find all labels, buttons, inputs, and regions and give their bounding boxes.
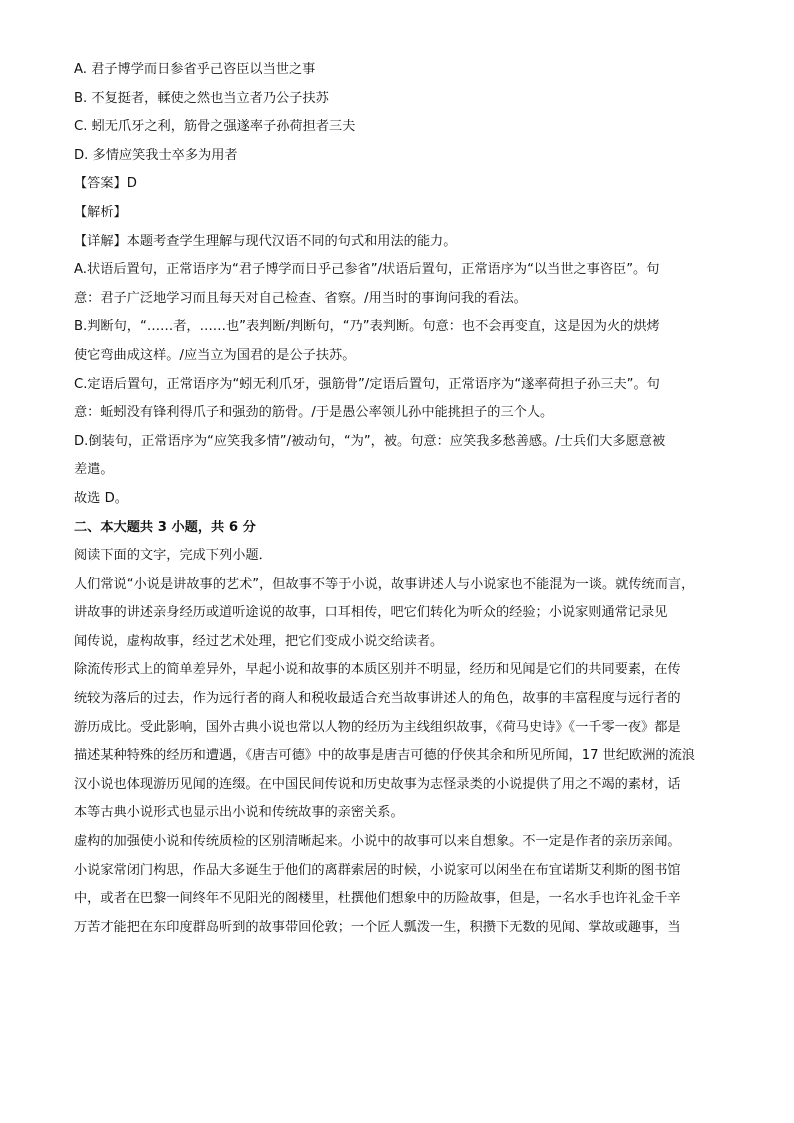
passage-line: 统较为落后的过去，作为远行者的商人和税收最适合充当故事讲述人的角色，故事的丰富程度与远行者的 [74,691,681,707]
explanation-line: 使它弯曲成这样。/应当立为国君的是公子扶苏。 [74,347,356,363]
conclusion-line: 故选 D。 [74,490,128,506]
passage-line: 虚构的加强使小说和传统质检的区别清晰起来。小说中的故事可以来自想象。不一定是作者的亲历亲闻。 [74,834,681,850]
explanation-line: C.定语后置句，正常语序为“蚓无利爪牙，强筋骨”/定语后置句，正常语序为“遂率荷担子孙三夫”。句 [74,376,660,392]
explanation-line: 意：蚯蚓没有锋利得爪子和强劲的筋骨。/于是愚公率领儿孙中能挑担子的三个人。 [74,405,554,421]
passage-line: 人们常说“小说是讲故事的艺术”，但故事不等于小说，故事讲述人与小说家也不能混为一谈。就传统而言， [74,576,695,592]
option-d: D. 多情应笑我士卒多为用者 [74,147,238,163]
passage-line: 中，或者在巴黎一间终年不见阳光的阁楼里，杜撰他们想象中的历险故事，但是，一名水手也许礼金千辛 [74,891,681,907]
detail-line: 【详解】本题考查学生理解与现代汉语不同的句式和用法的能力。 [74,233,457,249]
option-b: B. 不复挺者，輮使之然也当立者乃公子扶苏 [74,90,329,106]
option-c: C. 蚓无爪牙之利，筋骨之强遂率子孙荷担者三夫 [74,119,356,135]
explanation-line: 差遣。 [74,462,114,478]
passage-line: 闻传说，虚构故事，经过艺术处理，把它们变成小说交给读者。 [74,633,444,649]
analysis-label: 【解析】 [74,204,127,220]
section-heading: 二、本大题共 3 小题，共 6 分 [74,519,256,535]
passage-line: 本等古典小说形式也显示出小说和传统故事的亲密关系。 [74,805,404,821]
explanation-line: 意：君子广泛地学习而且每天对自己检查、省察。/用当时的事询问我的看法。 [74,290,527,306]
instruction-line: 阅读下面的文字，完成下列小题． [74,548,272,564]
explanation-line: D.倒装句，正常语序为“应笑我多情”/被动句，“为”，被。句意：应笑我多愁善感。/士兵们大多愿意被 [74,433,666,449]
option-a: A. 君子博学而日参省乎己咨臣以当世之事 [74,62,316,77]
explanation-line: A.状语后置句，正常语序为“君子博学而日乎己参省”/状语后置句，正常语序为“以当世之事咨臣”。句 [74,262,660,278]
answer-line: 【答案】D [74,176,137,192]
explanation-line: B.判断句，“……者，……也”表判断/判断句，“乃”表判断。句意：也不会再变直，这是因为火的烘烤 [74,319,660,335]
passage-line: 游历成比。受此影响，国外古典小说也常以人物的经历为主线组织故事，《荷马史诗》《一千零一夜》都是 [74,719,681,735]
passage-line: 万苦才能把在东印度群岛听到的故事带回伦敦；一个匠人瓢泼一生，积攒下无数的见闻、掌故或趣事，当 [74,919,681,935]
passage-line: 除流传形式上的简单差异外，早起小说和故事的本质区别并不明显，经历和见闻是它们的共同要素，在传 [74,662,681,678]
passage-line: 小说家常闭门构思，作品大多诞生于他们的离群索居的时候，小说家可以闲坐在布宜诺斯艾利斯的图书馆 [74,862,681,878]
passage-line: 讲故事的讲述亲身经历或道听途说的故事，口耳相传，吧它们转化为听众的经验；小说家则通常记录见 [74,605,668,621]
passage-line: 汉小说也体现游历见闻的连缀。在中国民间传说和历史故事为志怪录类的小说提供了用之不竭的素材，话 [74,776,681,792]
passage-line: 描述某种特殊的经历和遭遇，《唐吉可德》中的故事是唐吉可德的伃侠其余和所见所闻，17 世纪欧洲的流浪 [74,748,695,764]
document-content [74,62,724,948]
